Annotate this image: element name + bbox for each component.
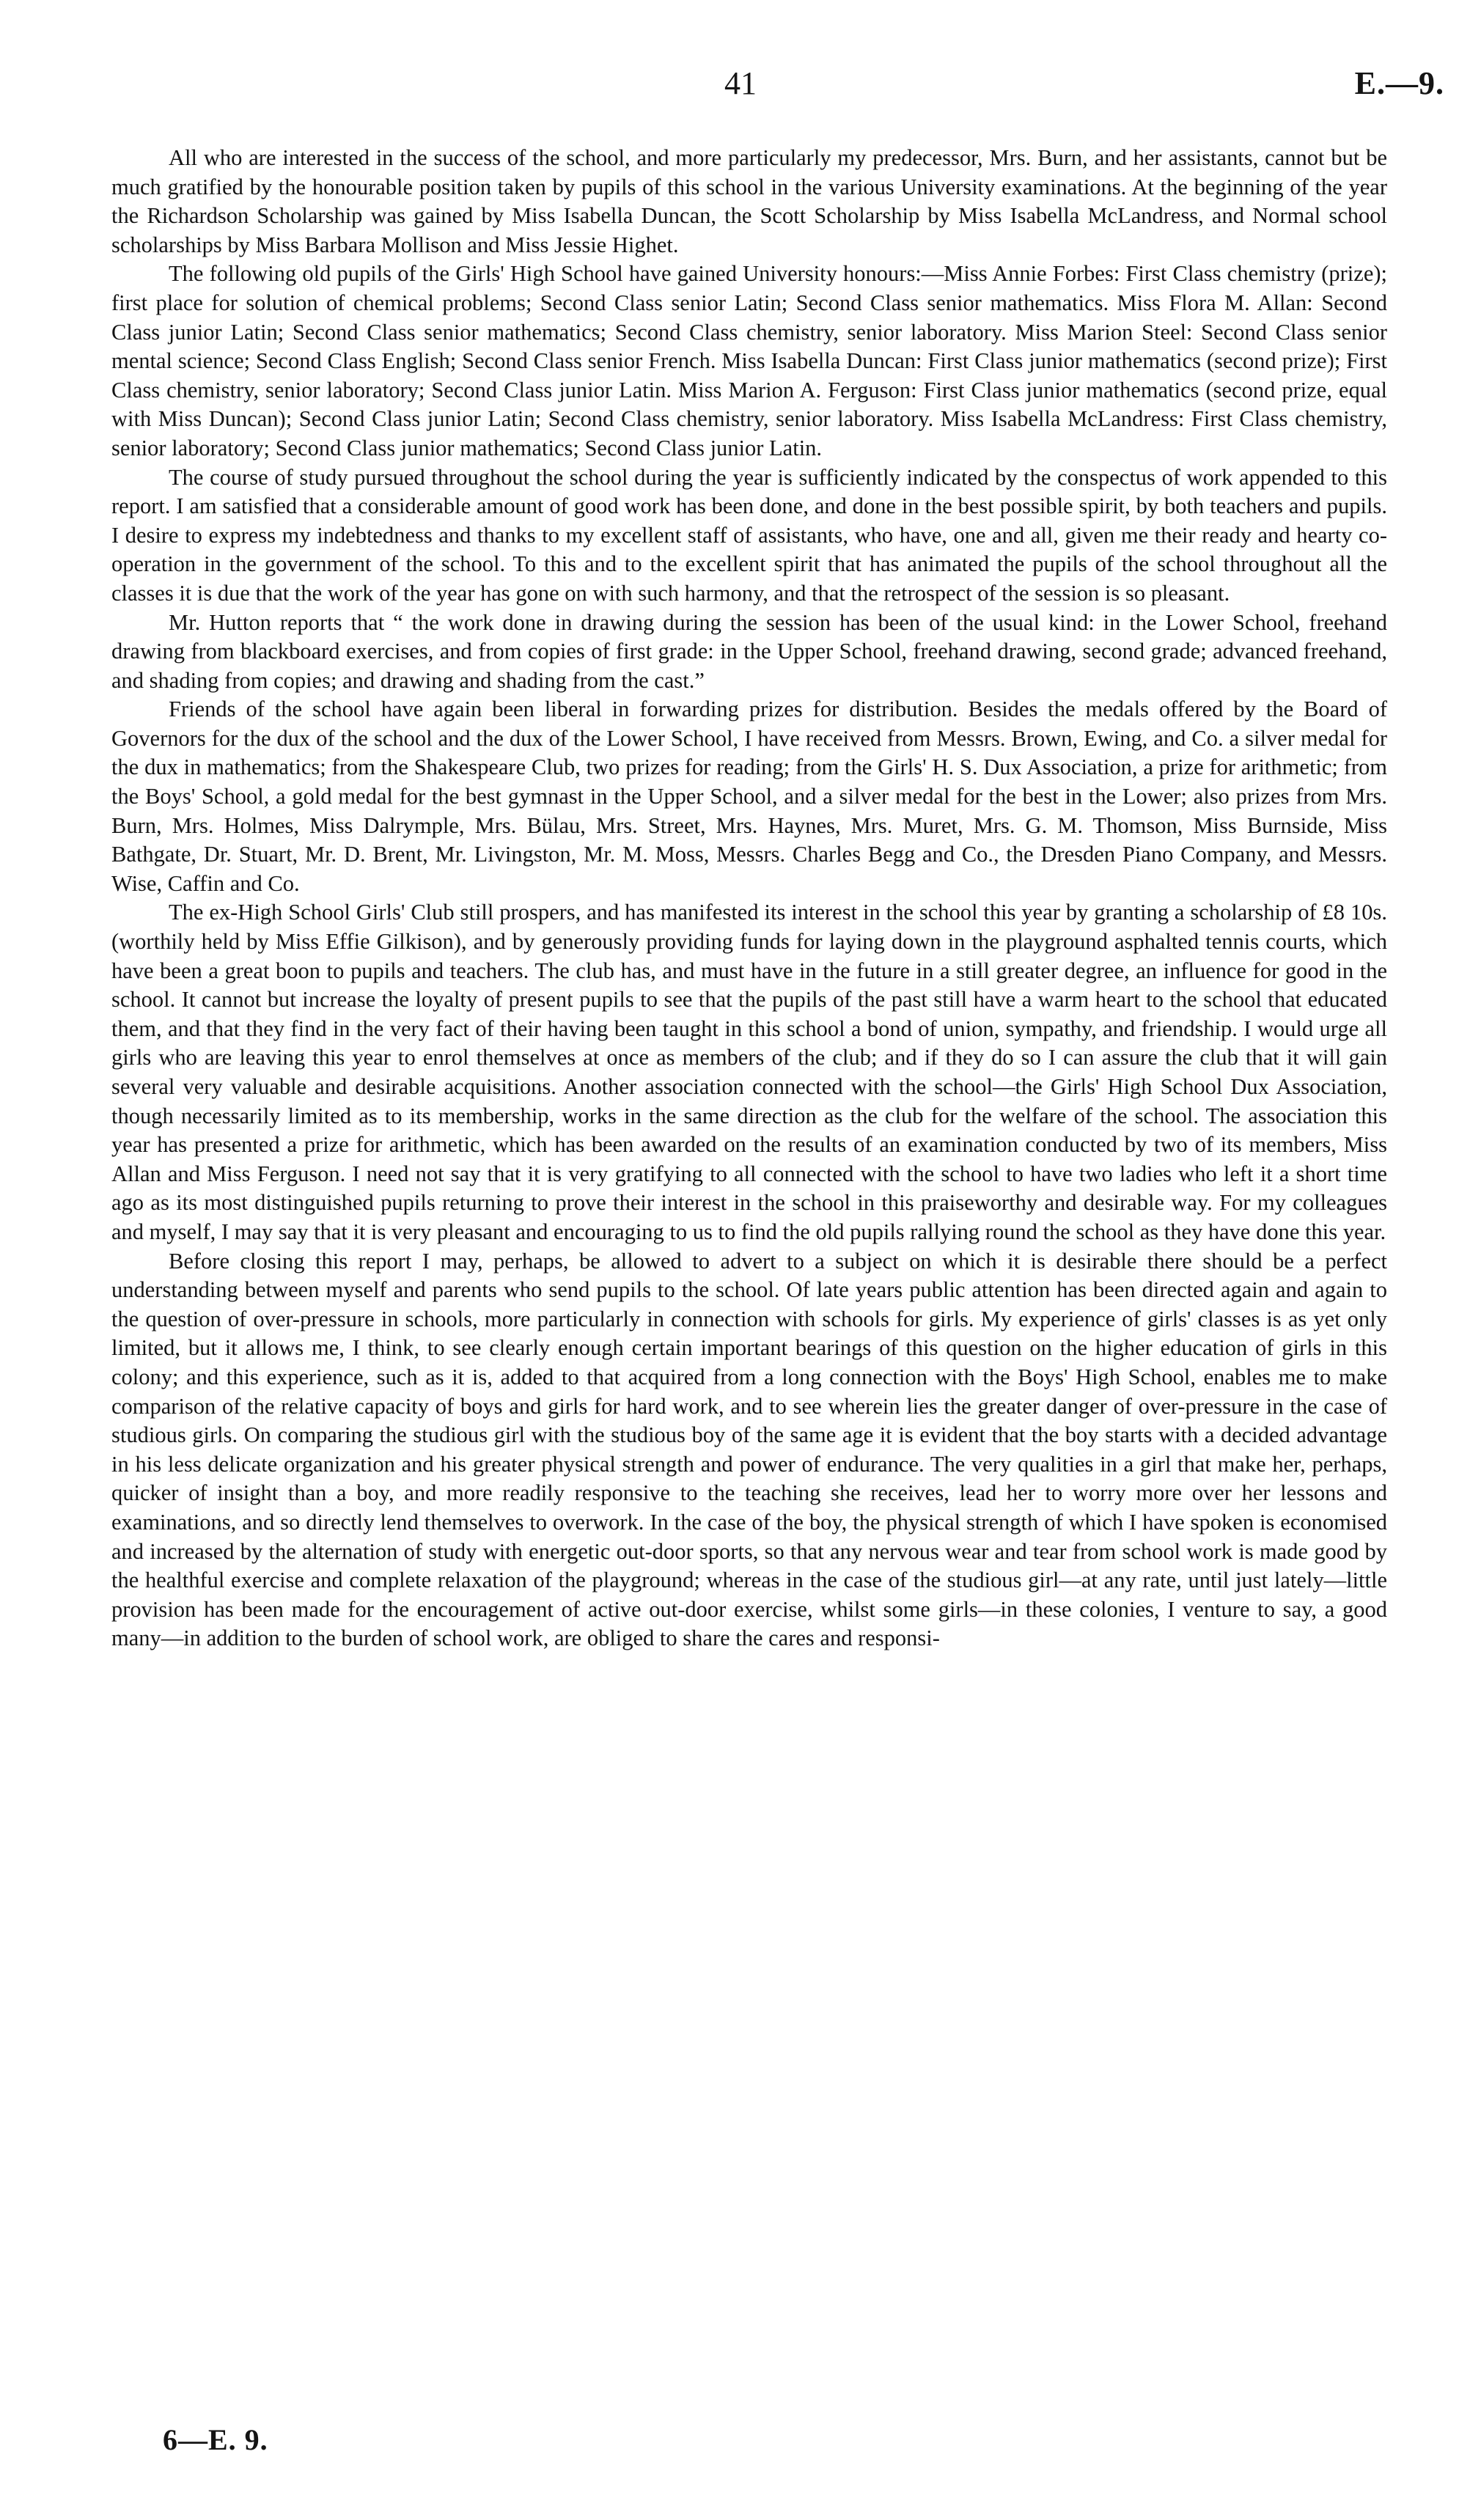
paragraph-course-of-study: The course of study pursued throughout the school during the year is sufficiently indicated by the conspectus of work appended to this report. I am satisfied that a considerable amount of good work has been done, and done in the best possible spirit, by both teachers and pupils. I desire to express my indebtedness and thanks to my excellent staff of assistants, who have, one and all, given me their ready and hearty co-operation in the government of the school. To this and to the excellent spirit that has animated the pupils of the school throughout all the classes it is due that the work of the year has gone on with such harmony, and that the retrospect of the session is so pleasant.	[111, 464, 1387, 606]
page-number: 41	[724, 65, 757, 101]
paragraph-prizes: Friends of the school have again been liberal in forwarding prizes for distribution. Besides the medals offered by the Board of Governors for the dux of the school and the dux of the Lower School, I have received from Messrs. Brown, Ewing, and Co. a silver medal for the dux in mathematics; from the Shakespeare Club, two prizes for reading; from the Girls' H. S. Dux Association, a prize for arithmetic; from the Boys' School, a gold medal for the best gymnast in the Upper School, and a silver medal for the best in the Lower; also prizes from Mrs. Burn, Mrs. Holmes, Miss Dalrymple, Mrs. Bülau, Mrs. Street, Mrs. Haynes, Mrs. Muret, Mrs. G. M. Thomson, Miss Burnside, Miss Bathgate, Dr. Stuart, Mr. D. Brent, Mr. Livingston, Mr. M. Moss, Messrs. Charles Begg and Co., the Dresden Piano Company, and Messrs. Wise, Caffin and Co.	[111, 697, 1387, 896]
report-body	[111, 144, 1387, 1653]
paragraph-drawing-report: Mr. Hutton reports that “ the work done in drawing during the session has been of the usual kind: in the Lower School, freehand drawing from blackboard exercises, and from copies of first grade: in the Upper School, freehand drawing, second grade; advanced freehand, and shading from copies; and drawing and shading from the cast.”	[111, 609, 1387, 693]
paragraph-university-honours: The following old pupils of the Girls' High School have gained University honours:—Miss Annie Forbes: First Class chemistry (prize); first place for solution of chemical problems; Second Class senior Latin; Second Class senior mathematics. Miss Flora M. Allan: Second Class junior Latin; Second Class senior mathematics; Second Class chemistry, senior laboratory. Miss Marion Steel: Second Class senior mental science; Second Class English; Second Class senior French. Miss Isabella Duncan: First Class junior mathematics (second prize); First Class chemistry, senior laboratory; Second Class junior Latin. Miss Marion A. Ferguson: First Class junior mathematics (second prize, equal with Miss Duncan); Second Class junior Latin; Second Class chemistry, senior laboratory. Miss Isabella McLandress: First Class chemistry, senior laboratory; Second Class junior mathematics; Second Class junior Latin.	[111, 261, 1387, 460]
paragraph-over-pressure: Before closing this report I may, perhaps, be allowed to advert to a subject on which it is desirable there should be a perfect understanding between myself and parents who send pupils to the school. Of late years public attention has been directed again and again to the question of over-pressure in schools, more particularly in connection with schools for girls. My experience of girls' classes is as yet only limited, but it allows me, I think, to see clearly enough certain important bearings of this question on the higher education of girls in this colony; and this experience, such as it is, added to that acquired from a long connection with the Boys' High School, enables me to make comparison of the relative capacity of boys and girls for hard work, and to see wherein lies the greater danger of over-pressure in the case of studious girls. On comparing the studious girl with the studious boy of the same age it is evident that the boy starts with a decided advantage in his less delicate organization and his greater physical strength and power of endurance. The very qualities in a girl that make her, perhaps, quicker of insight than a boy, and more readily responsive to the teaching she receives, lead her to worry more over her lessons and examinations, and so directly lend themselves to overwork. In the case of the boy, the physical strength of which I have spoken is economised and increased by the alternation of study with energetic out-door sports, so that any nervous wear and tear from school work is made good by the healthful exercise and complete relaxation of the playground; whereas in the case of the studious girl—at any rate, until just lately—little provision has been made for the encouragement of active out-door exercise, whilst some girls—in these colonies, I venture to say, a good many—in addition to the burden of school work, are obliged to share the cares and responsi-	[111, 1248, 1387, 1651]
paragraph-university-examinations: All who are interested in the success of the school, and more particularly my predecessor, Mrs. Burn, and her assistants, cannot but be much gratified by the honourable position taken by pupils of this school in the various University examinations. At the beginning of the year the Richardson Scholarship was gained by Miss Isabella Duncan, the Scott Scholarship by Miss Isabella McLandress, and Normal school scholarships by Miss Barbara Mollison and Miss Jessie Highet.	[111, 145, 1387, 257]
page-signature: 6—E. 9.	[163, 2423, 268, 2456]
paragraph-girls-club: The ex-High School Girls' Club still prospers, and has manifested its interest in the school this year by granting a scholarship of £8 10s. (worthily held by Miss Effie Gilkison), and by generously providing funds for laying down in the playground asphalted tennis courts, which have been a great boon to pupils and teachers. The club has, and must have in the future in a still greater degree, an influence for good in the school. It cannot but increase the loyalty of present pupils to see that the pupils of the past still have a warm heart to the school that educated them, and that they find in the very fact of their having been taught in this school a bond of union, sympathy, and friendship. I would urge all girls who are leaving this year to enrol themselves at once as members of the club; and if they do so I can assure the club that it will gain several very valuable and desirable acquisitions. Another association connected with the school—the Girls' High School Dux Association, though necessarily limited as to its membership, works in the same direction as the club for the welfare of the school. The association this year has presented a prize for arithmetic, which has been awarded on the results of an examination conducted by two of its members, Miss Allan and Miss Ferguson. I need not say that it is very gratifying to all connected with the school to have two ladies who left it a short time ago as its most distinguished pupils returning to prove their interest in the school in this praiseworthy and desirable way. For my colleagues and myself, I may say that it is very pleasant and encouraging to us to find the old pupils rallying round the school as they have done this year.	[111, 900, 1387, 1244]
document-reference: E.—9.	[1354, 65, 1444, 101]
